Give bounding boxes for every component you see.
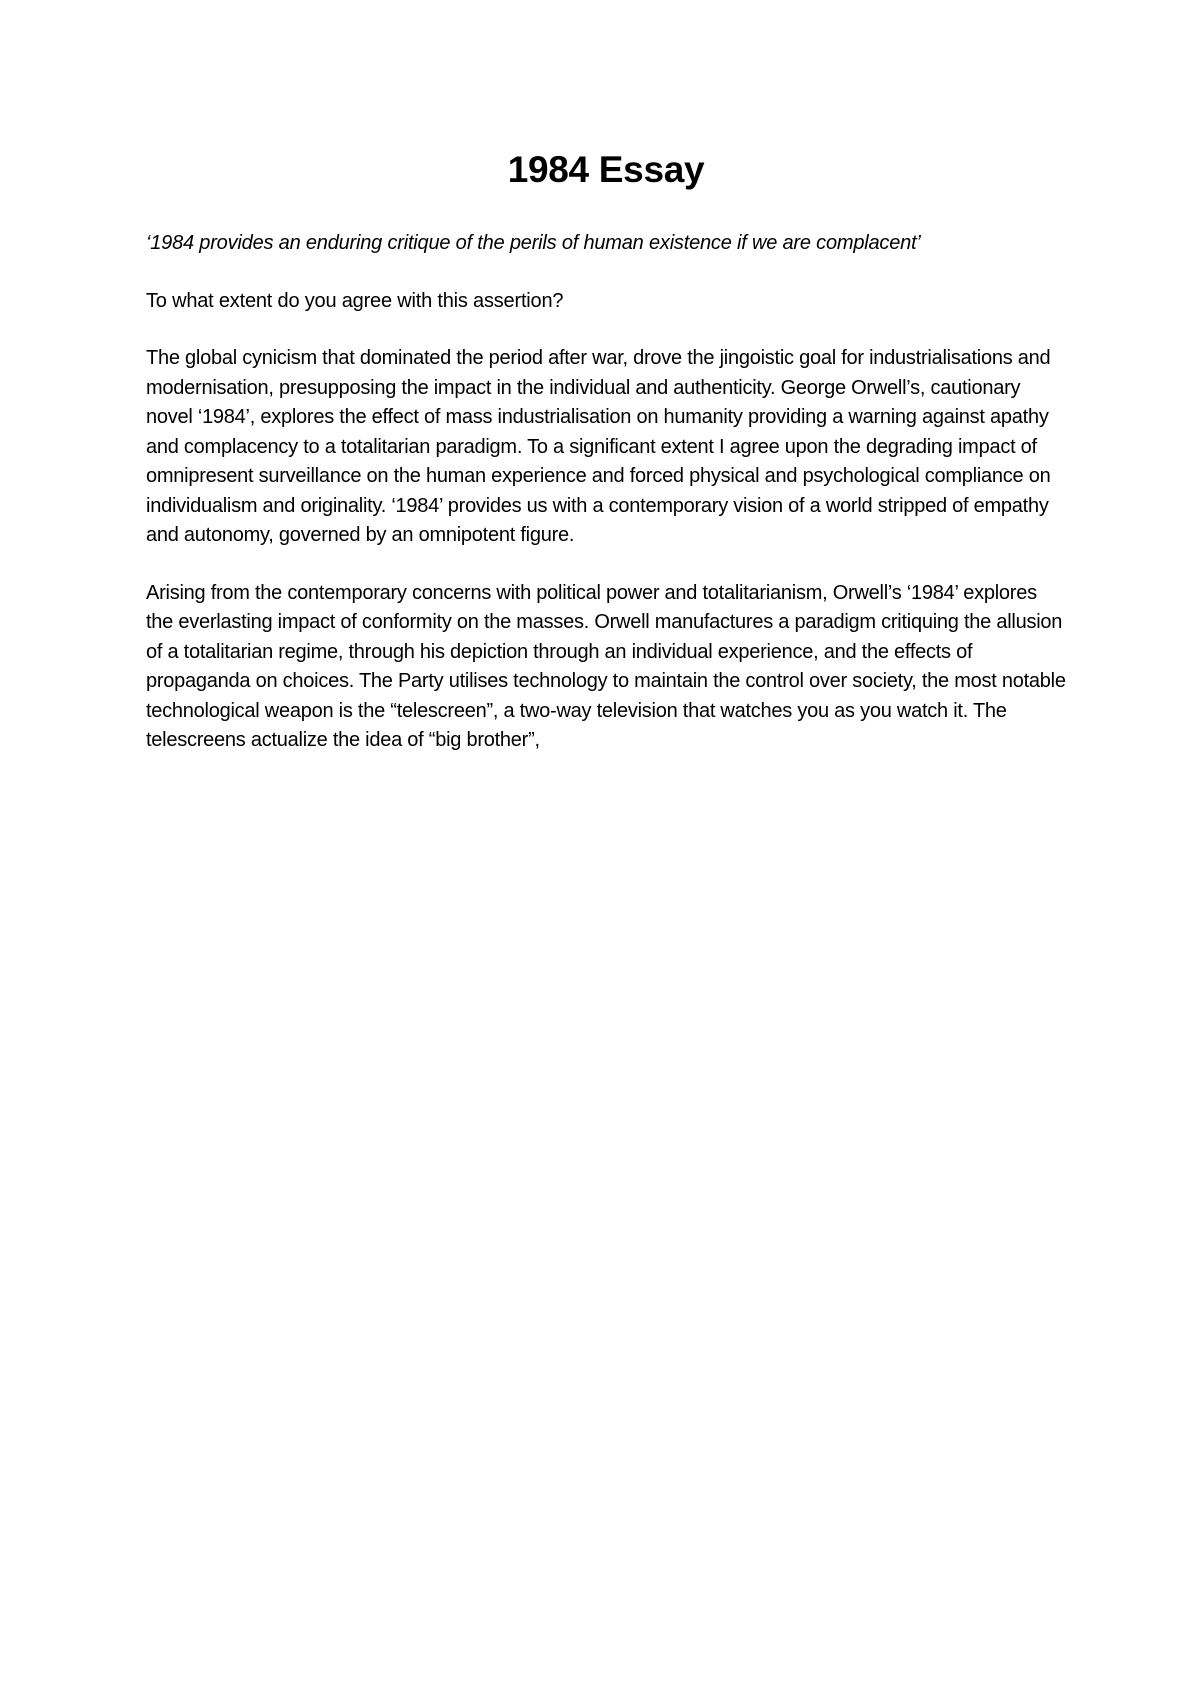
document-title: 1984 Essay [507, 149, 705, 190]
document-body [146, 140, 1066, 784]
paragraph-body-1: Arising from the contemporary concerns with political power and totalitarianism, Orwell’s ‘1984’ explores the everlasting impact of conformity on the masses. Orwell manufactures a paradigm critiquing the allusion of a totalitarian regime, through his depiction through an individual experience, and the effects of propaganda on choices. The Party utilises technology to maintain the control over society, the most notable technological weapon is the “telescreen”, a two-way television that watches you as you watch it. The telescreens actualize the idea of “big brother”, [146, 581, 1066, 751]
essay-prompt-quote: ‘1984 provides an enduring critique of the perils of human existence if we are complacent’ [146, 232, 921, 254]
paragraph-introduction: The global cynicism that dominated the period after war, drove the jingoistic goal for industrialisations and modernisation, presupposing the impact in the individual and authenticity. George Orwell’s, cautionary novel ‘1984’, explores the effect of mass industrialisation on humanity providing a warning against apathy and complacency to a totalitarian paradigm. To a significant extent I agree upon the degrading impact of omnipresent surveillance on the human experience and forced physical and psychological compliance on individualism and originality. ‘1984’ provides us with a contemporary vision of a world stripped of empathy and autonomy, governed by an omnipotent figure. [146, 347, 1051, 546]
essay-question: To what extent do you agree with this assertion? [146, 290, 564, 312]
